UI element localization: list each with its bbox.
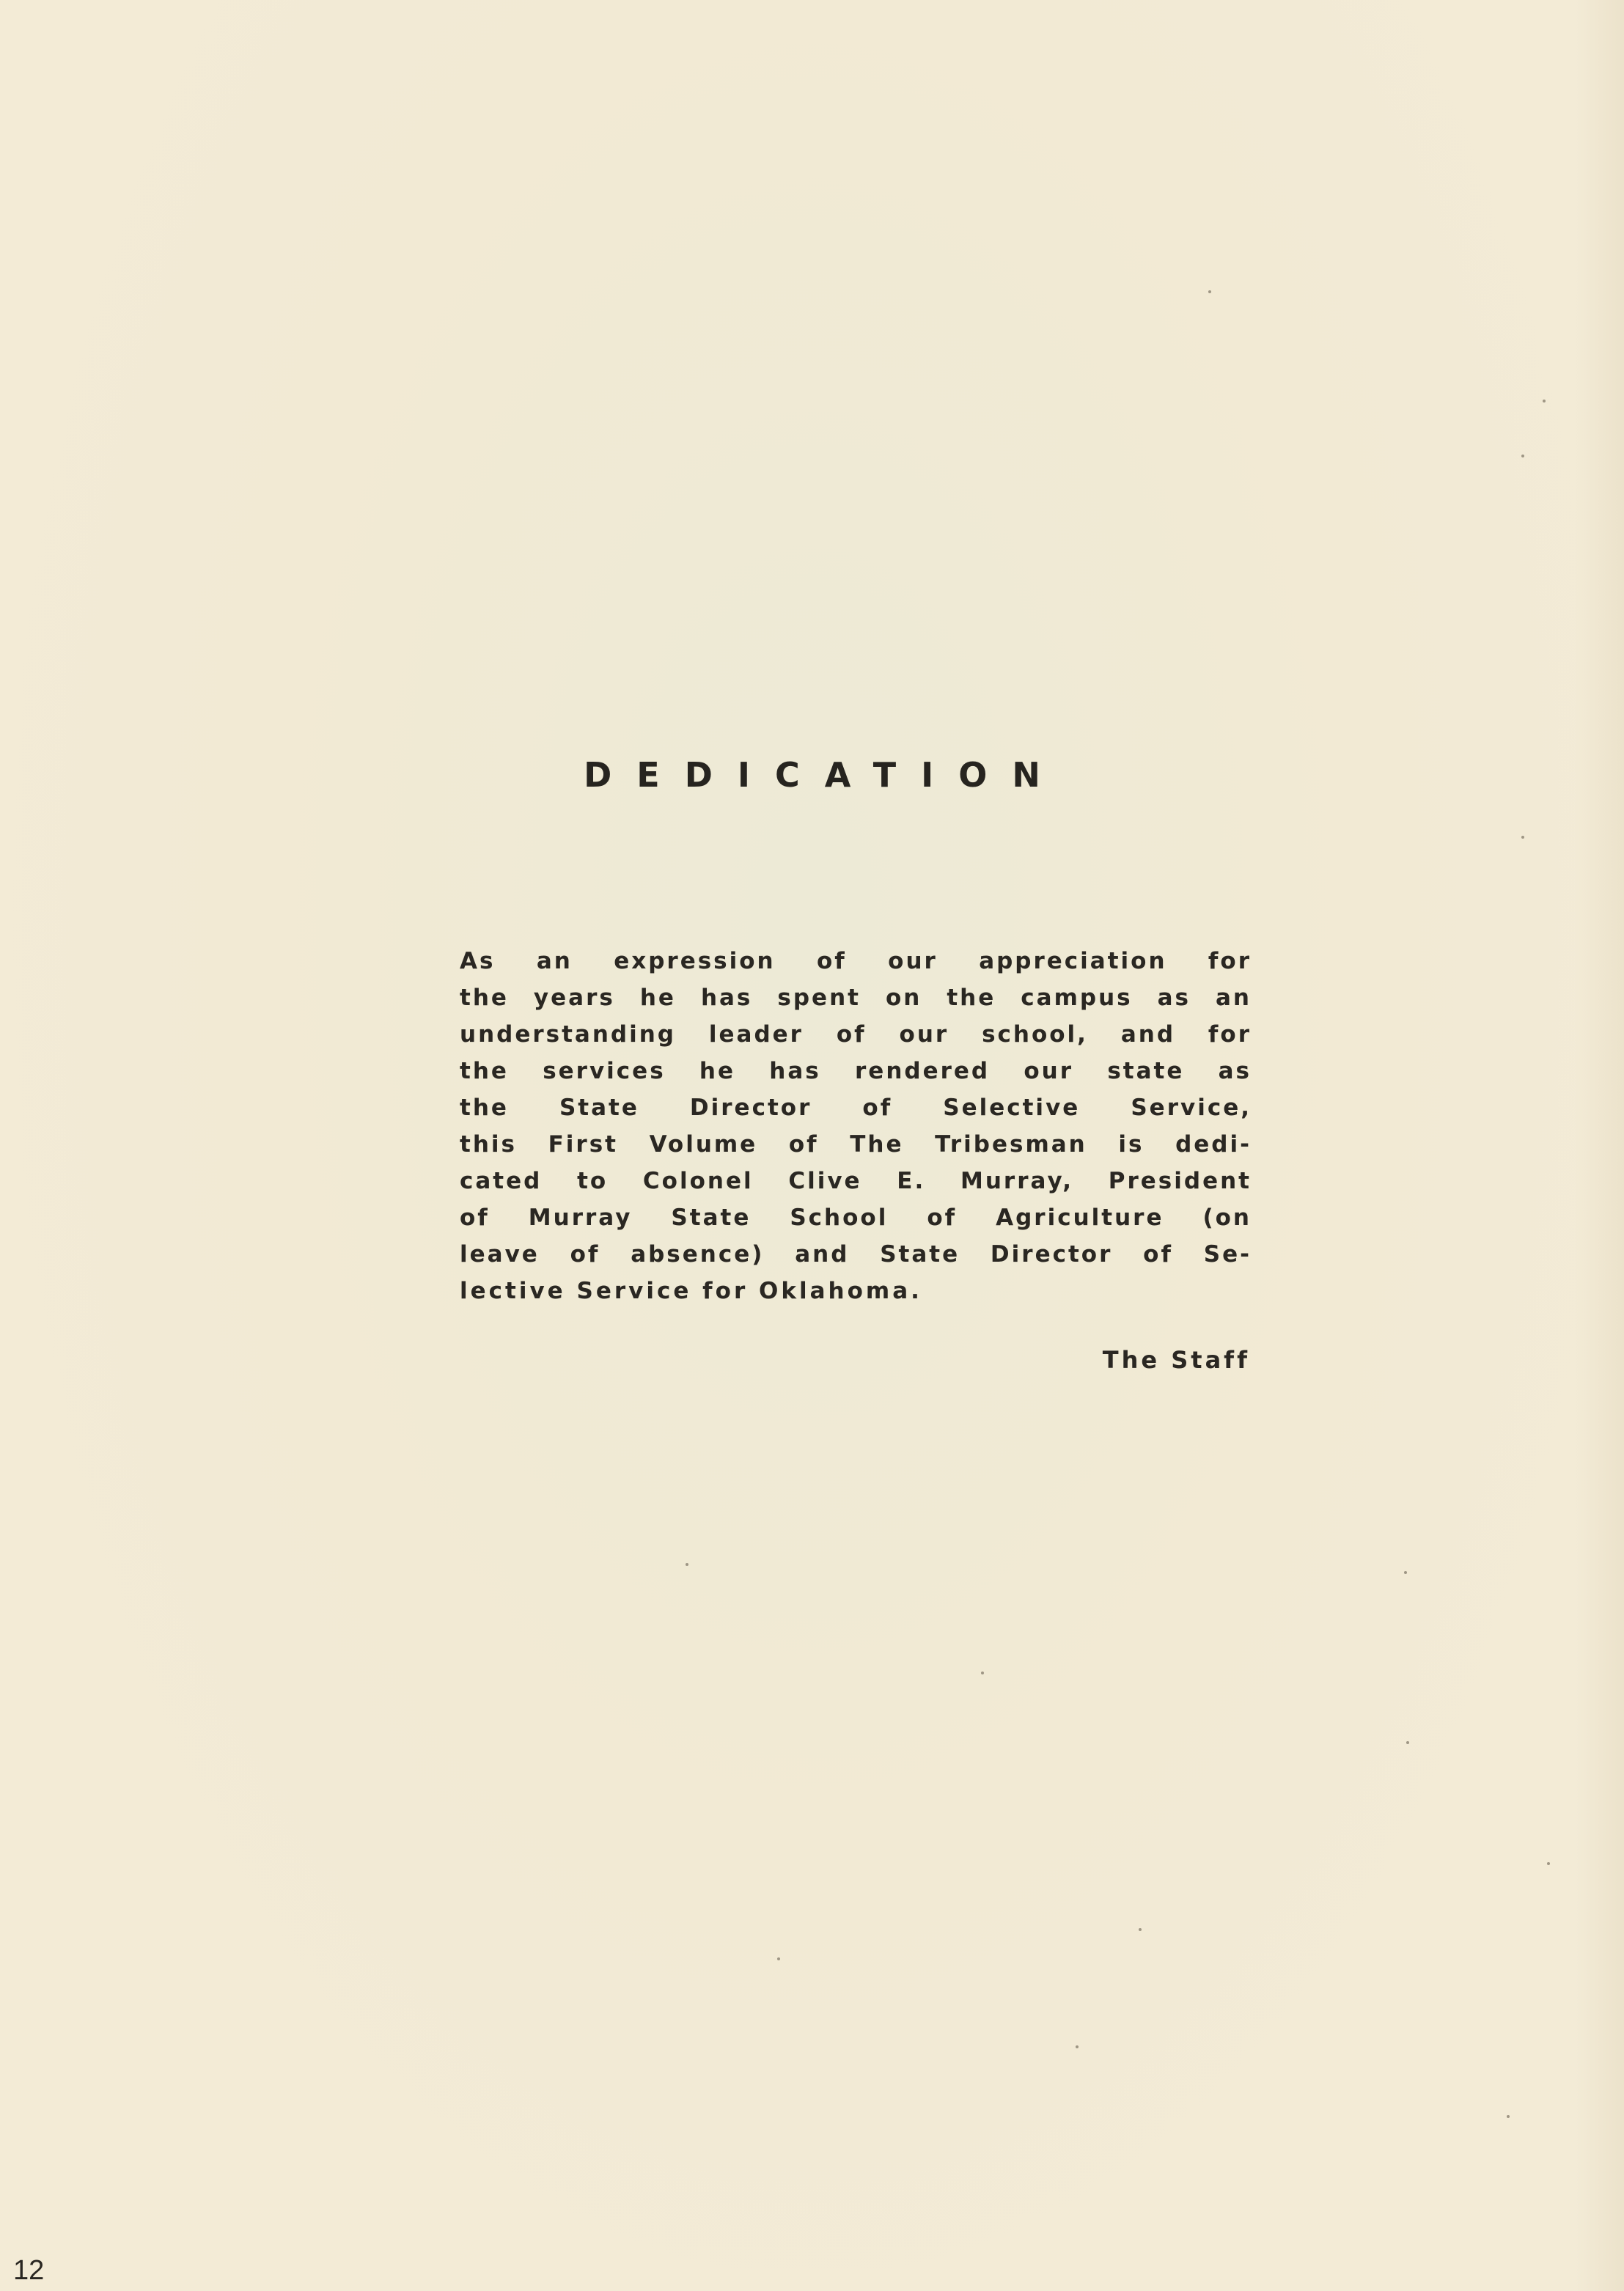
- dedication-paragraph: [460, 943, 1252, 1309]
- paper-speck: [1076, 2045, 1079, 2048]
- paper-speck: [1406, 1741, 1409, 1744]
- paragraph-line: the years he has spent on the campus as an: [460, 985, 1252, 1011]
- paragraph-line: lective Service for Oklahoma.: [460, 1278, 922, 1304]
- paper-speck: [1139, 1928, 1142, 1931]
- paper-speck: [777, 1957, 780, 1960]
- paragraph-line: of Murray State School of Agriculture (on: [460, 1205, 1252, 1231]
- paragraph-line: cated to Colonel Clive E. Murray, President: [460, 1168, 1252, 1194]
- page-number: 12: [13, 2255, 45, 2286]
- page-title: DEDICATION: [584, 755, 1065, 795]
- paper-speck: [1521, 455, 1524, 457]
- signature: The Staff: [1102, 1346, 1250, 1374]
- paragraph-line: leave of absence) and State Director of Se-: [460, 1241, 1252, 1268]
- paragraph-line: the services he has rendered our state as: [460, 1058, 1252, 1084]
- paragraph-line: As an expression of our appreciation for: [460, 948, 1252, 974]
- paper-speck: [981, 1672, 984, 1674]
- paragraph-line: understanding leader of our school, and for: [460, 1021, 1252, 1048]
- paper-speck: [1404, 1571, 1407, 1574]
- paper-speck: [1507, 2115, 1510, 2118]
- paper-speck: [1521, 836, 1524, 839]
- paper-speck: [1547, 1862, 1550, 1865]
- paragraph-line: this First Volume of The Tribesman is dedi-: [460, 1131, 1252, 1158]
- paper-speck: [686, 1563, 688, 1566]
- paper-speck: [1208, 290, 1211, 293]
- paper-speck: [1543, 400, 1546, 402]
- paragraph-line: the State Director of Selective Service,: [460, 1095, 1252, 1121]
